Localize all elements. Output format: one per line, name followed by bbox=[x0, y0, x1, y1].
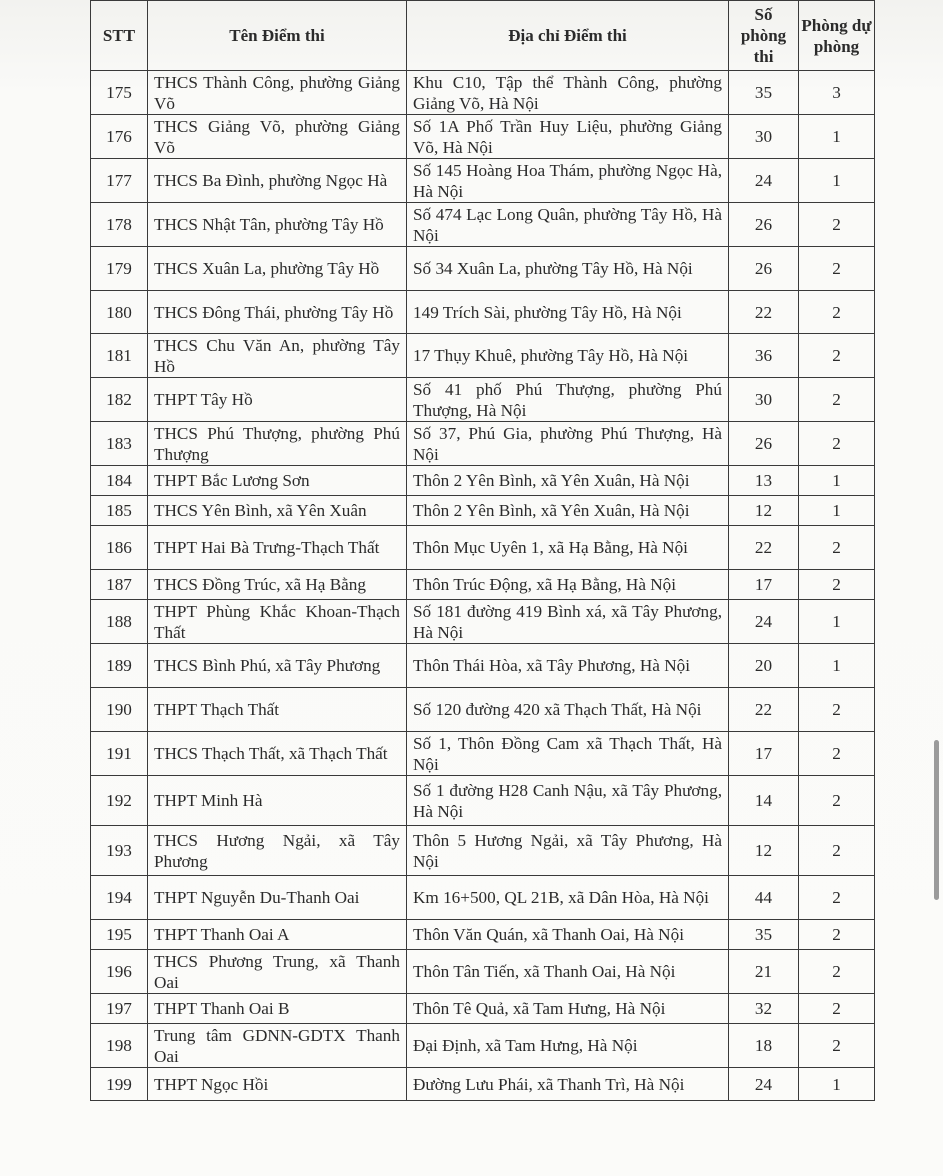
spare-room-count: 2 bbox=[799, 1024, 875, 1068]
exam-room-count: 17 bbox=[729, 570, 799, 600]
venue-name: THPT Thạch Thất bbox=[148, 688, 407, 732]
table-header-row bbox=[91, 1, 875, 71]
venue-address: Thôn 5 Hương Ngải, xã Tây Phương, Hà Nội bbox=[407, 826, 729, 876]
row-number: 187 bbox=[91, 570, 148, 600]
venue-name: THPT Bắc Lương Sơn bbox=[148, 466, 407, 496]
row-number: 192 bbox=[91, 776, 148, 826]
table-row bbox=[91, 644, 875, 688]
table-row bbox=[91, 466, 875, 496]
table-row bbox=[91, 247, 875, 291]
exam-room-count: 12 bbox=[729, 826, 799, 876]
venue-name: THCS Thạch Thất, xã Thạch Thất bbox=[148, 732, 407, 776]
row-number: 193 bbox=[91, 826, 148, 876]
spare-room-count: 2 bbox=[799, 422, 875, 466]
venue-address: Thôn 2 Yên Bình, xã Yên Xuân, Hà Nội bbox=[407, 466, 729, 496]
spare-room-count: 2 bbox=[799, 994, 875, 1024]
venue-name: THCS Đông Thái, phường Tây Hồ bbox=[148, 291, 407, 334]
row-number: 186 bbox=[91, 526, 148, 570]
venue-name: THCS Nhật Tân, phường Tây Hồ bbox=[148, 203, 407, 247]
table-row bbox=[91, 776, 875, 826]
venue-name: THCS Phương Trung, xã Thanh Oai bbox=[148, 950, 407, 994]
exam-room-count: 17 bbox=[729, 732, 799, 776]
spare-room-count: 1 bbox=[799, 115, 875, 159]
venue-address: 149 Trích Sài, phường Tây Hồ, Hà Nội bbox=[407, 291, 729, 334]
spare-room-count: 1 bbox=[799, 159, 875, 203]
venue-name: THPT Tây Hồ bbox=[148, 378, 407, 422]
spare-room-count: 3 bbox=[799, 71, 875, 115]
row-number: 197 bbox=[91, 994, 148, 1024]
row-number: 190 bbox=[91, 688, 148, 732]
venue-name: THPT Phùng Khắc Khoan-Thạch Thất bbox=[148, 600, 407, 644]
table-row bbox=[91, 203, 875, 247]
venue-name: THCS Yên Bình, xã Yên Xuân bbox=[148, 496, 407, 526]
venue-name: THPT Nguyễn Du-Thanh Oai bbox=[148, 876, 407, 920]
row-number: 185 bbox=[91, 496, 148, 526]
row-number: 175 bbox=[91, 71, 148, 115]
venue-address: Thôn Tân Tiến, xã Thanh Oai, Hà Nội bbox=[407, 950, 729, 994]
exam-room-count: 35 bbox=[729, 920, 799, 950]
header-stt: STT bbox=[91, 1, 148, 71]
venue-address: Thôn Tê Quả, xã Tam Hưng, Hà Nội bbox=[407, 994, 729, 1024]
table-row bbox=[91, 1068, 875, 1101]
table-row bbox=[91, 920, 875, 950]
exam-room-count: 12 bbox=[729, 496, 799, 526]
spare-room-count: 2 bbox=[799, 334, 875, 378]
spare-room-count: 2 bbox=[799, 876, 875, 920]
spare-room-count: 1 bbox=[799, 466, 875, 496]
venue-name: THCS Xuân La, phường Tây Hồ bbox=[148, 247, 407, 291]
spare-room-count: 1 bbox=[799, 1068, 875, 1101]
exam-room-count: 22 bbox=[729, 291, 799, 334]
venue-address: Km 16+500, QL 21B, xã Dân Hòa, Hà Nội bbox=[407, 876, 729, 920]
exam-room-count: 13 bbox=[729, 466, 799, 496]
table-row bbox=[91, 526, 875, 570]
header-venue-address: Địa chỉ Điểm thi bbox=[407, 1, 729, 71]
row-number: 198 bbox=[91, 1024, 148, 1068]
venue-name: THPT Hai Bà Trưng-Thạch Thất bbox=[148, 526, 407, 570]
venue-name: THCS Ba Đình, phường Ngọc Hà bbox=[148, 159, 407, 203]
spare-room-count: 2 bbox=[799, 732, 875, 776]
table-row bbox=[91, 570, 875, 600]
row-number: 191 bbox=[91, 732, 148, 776]
row-number: 188 bbox=[91, 600, 148, 644]
row-number: 183 bbox=[91, 422, 148, 466]
row-number: 181 bbox=[91, 334, 148, 378]
row-number: 184 bbox=[91, 466, 148, 496]
row-number: 176 bbox=[91, 115, 148, 159]
exam-room-count: 26 bbox=[729, 422, 799, 466]
venue-name: THCS Bình Phú, xã Tây Phương bbox=[148, 644, 407, 688]
table-row bbox=[91, 950, 875, 994]
exam-room-count: 32 bbox=[729, 994, 799, 1024]
venue-address: Thôn Thái Hòa, xã Tây Phương, Hà Nội bbox=[407, 644, 729, 688]
spare-room-count: 2 bbox=[799, 247, 875, 291]
row-number: 178 bbox=[91, 203, 148, 247]
exam-venue-table bbox=[90, 0, 875, 1101]
venue-name: THPT Minh Hà bbox=[148, 776, 407, 826]
row-number: 195 bbox=[91, 920, 148, 950]
exam-room-count: 36 bbox=[729, 334, 799, 378]
exam-room-count: 44 bbox=[729, 876, 799, 920]
venue-name: THPT Thanh Oai B bbox=[148, 994, 407, 1024]
exam-room-count: 35 bbox=[729, 71, 799, 115]
venue-address: Thôn Trúc Động, xã Hạ Bằng, Hà Nội bbox=[407, 570, 729, 600]
exam-room-count: 14 bbox=[729, 776, 799, 826]
spare-room-count: 2 bbox=[799, 203, 875, 247]
row-number: 179 bbox=[91, 247, 148, 291]
spare-room-count: 1 bbox=[799, 600, 875, 644]
venue-address: Thôn 2 Yên Bình, xã Yên Xuân, Hà Nội bbox=[407, 496, 729, 526]
table-row bbox=[91, 71, 875, 115]
venue-address: Số 41 phố Phú Thượng, phường Phú Thượng, Hà Nội bbox=[407, 378, 729, 422]
venue-name: THCS Thành Công, phường Giảng Võ bbox=[148, 71, 407, 115]
venue-address: Thôn Mục Uyên 1, xã Hạ Bằng, Hà Nội bbox=[407, 526, 729, 570]
table-body bbox=[91, 71, 875, 1101]
spare-room-count: 2 bbox=[799, 378, 875, 422]
spare-room-count: 2 bbox=[799, 776, 875, 826]
table-row bbox=[91, 496, 875, 526]
exam-room-count: 26 bbox=[729, 247, 799, 291]
spare-room-count: 1 bbox=[799, 496, 875, 526]
venue-address: Số 1 đường H28 Canh Nậu, xã Tây Phương, Hà Nội bbox=[407, 776, 729, 826]
venue-address: Số 1, Thôn Đồng Cam xã Thạch Thất, Hà Nội bbox=[407, 732, 729, 776]
venue-name: THPT Ngọc Hồi bbox=[148, 1068, 407, 1101]
venue-address: Khu C10, Tập thể Thành Công, phường Giảng Võ, Hà Nội bbox=[407, 71, 729, 115]
venue-address: Số 474 Lạc Long Quân, phường Tây Hồ, Hà Nội bbox=[407, 203, 729, 247]
venue-name: Trung tâm GDNN-GDTX Thanh Oai bbox=[148, 1024, 407, 1068]
spare-room-count: 2 bbox=[799, 920, 875, 950]
exam-room-count: 22 bbox=[729, 688, 799, 732]
exam-room-count: 24 bbox=[729, 159, 799, 203]
table-row bbox=[91, 732, 875, 776]
scrollbar-thumb[interactable] bbox=[934, 740, 939, 900]
spare-room-count: 2 bbox=[799, 570, 875, 600]
header-spare-rooms: Phòng dự phòng bbox=[799, 1, 875, 71]
row-number: 180 bbox=[91, 291, 148, 334]
venue-address: Số 1A Phố Trần Huy Liệu, phường Giảng Võ, Hà Nội bbox=[407, 115, 729, 159]
venue-address: Đường Lưu Phái, xã Thanh Trì, Hà Nội bbox=[407, 1068, 729, 1101]
venue-address: 17 Thụy Khuê, phường Tây Hồ, Hà Nội bbox=[407, 334, 729, 378]
table-row bbox=[91, 876, 875, 920]
table-row bbox=[91, 688, 875, 732]
row-number: 189 bbox=[91, 644, 148, 688]
venue-address: Thôn Văn Quán, xã Thanh Oai, Hà Nội bbox=[407, 920, 729, 950]
row-number: 177 bbox=[91, 159, 148, 203]
table-row bbox=[91, 115, 875, 159]
spare-room-count: 2 bbox=[799, 826, 875, 876]
venue-name: THCS Đồng Trúc, xã Hạ Bằng bbox=[148, 570, 407, 600]
venue-address: Đại Định, xã Tam Hưng, Hà Nội bbox=[407, 1024, 729, 1068]
spare-room-count: 2 bbox=[799, 950, 875, 994]
venue-name: THCS Hương Ngải, xã Tây Phương bbox=[148, 826, 407, 876]
spare-room-count: 2 bbox=[799, 291, 875, 334]
exam-room-count: 22 bbox=[729, 526, 799, 570]
exam-room-count: 26 bbox=[729, 203, 799, 247]
venue-name: THPT Thanh Oai A bbox=[148, 920, 407, 950]
table-row bbox=[91, 291, 875, 334]
spare-room-count: 2 bbox=[799, 526, 875, 570]
table-row bbox=[91, 600, 875, 644]
exam-room-count: 21 bbox=[729, 950, 799, 994]
row-number: 182 bbox=[91, 378, 148, 422]
venue-name: THCS Phú Thượng, phường Phú Thượng bbox=[148, 422, 407, 466]
spare-room-count: 1 bbox=[799, 644, 875, 688]
table-row bbox=[91, 422, 875, 466]
row-number: 194 bbox=[91, 876, 148, 920]
header-venue-name: Tên Điểm thi bbox=[148, 1, 407, 71]
table-row bbox=[91, 159, 875, 203]
exam-room-count: 18 bbox=[729, 1024, 799, 1068]
venue-address: Số 120 đường 420 xã Thạch Thất, Hà Nội bbox=[407, 688, 729, 732]
exam-room-count: 30 bbox=[729, 115, 799, 159]
venue-address: Số 145 Hoàng Hoa Thám, phường Ngọc Hà, Hà Nội bbox=[407, 159, 729, 203]
row-number: 196 bbox=[91, 950, 148, 994]
venue-address: Số 37, Phú Gia, phường Phú Thượng, Hà Nội bbox=[407, 422, 729, 466]
table-row bbox=[91, 378, 875, 422]
table-row bbox=[91, 1024, 875, 1068]
table-row bbox=[91, 826, 875, 876]
venue-name: THCS Giảng Võ, phường Giảng Võ bbox=[148, 115, 407, 159]
header-exam-rooms: Số phòng thi bbox=[729, 1, 799, 71]
exam-room-count: 24 bbox=[729, 1068, 799, 1101]
exam-room-count: 30 bbox=[729, 378, 799, 422]
exam-room-count: 24 bbox=[729, 600, 799, 644]
venue-address: Số 34 Xuân La, phường Tây Hồ, Hà Nội bbox=[407, 247, 729, 291]
exam-room-count: 20 bbox=[729, 644, 799, 688]
table-row bbox=[91, 334, 875, 378]
venue-name: THCS Chu Văn An, phường Tây Hồ bbox=[148, 334, 407, 378]
venue-address: Số 181 đường 419 Bình xá, xã Tây Phương, Hà Nội bbox=[407, 600, 729, 644]
row-number: 199 bbox=[91, 1068, 148, 1101]
spare-room-count: 2 bbox=[799, 688, 875, 732]
table-row bbox=[91, 994, 875, 1024]
